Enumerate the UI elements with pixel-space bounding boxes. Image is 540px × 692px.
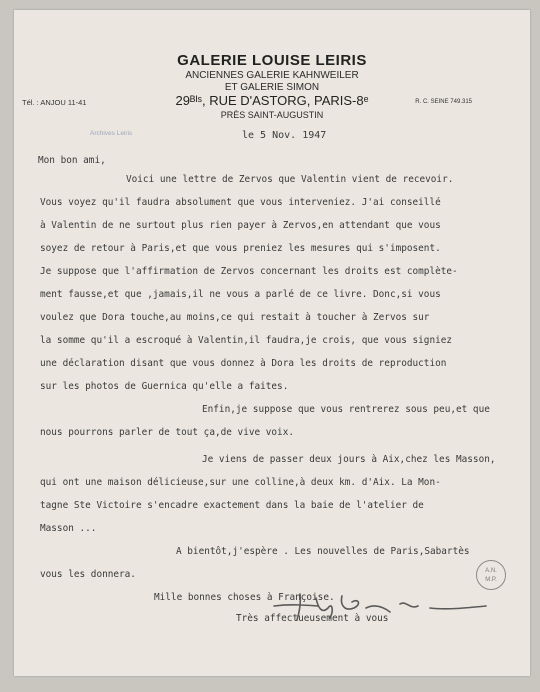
- closing-line: Très affectueusement à vous: [236, 613, 389, 624]
- body-line: qui ont une maison délicieuse,sur une colline,à deux km. d'Aix. La Mon-: [40, 477, 441, 488]
- letter-date: le 5 Nov. 1947: [242, 130, 327, 141]
- body-line: ment fausse,et que ,jamais,il ne vous a parlé de ce livre. Donc,si vous: [40, 289, 441, 300]
- seal-line: A.N.: [485, 568, 497, 574]
- body-line: à Valentin de ne surtout plus rien payer à Zervos,en attendant que vous: [40, 220, 441, 231]
- body-line: Vous voyez qu'il faudra absolument que vous interveniez. J'ai conseillé: [40, 197, 441, 208]
- body-line: soyez de retour à Paris,et que vous preniez les mesures qui s'imposent.: [40, 243, 441, 254]
- registry-number: R. C. SEINE 749.315: [415, 99, 472, 105]
- gallery-address: 29ᴮᴵˢ, RUE D'ASTORG, PARIS-8ᵉ: [175, 93, 369, 108]
- body-line: la somme qu'il a escroqué à Valentin,il faudra,je crois, que vous signiez: [40, 335, 453, 346]
- salutation: Mon bon ami,: [38, 155, 106, 166]
- body-line: Voici une lettre de Zervos que Valentin vient de recevoir.: [126, 174, 454, 185]
- telephone-number: Tél. : ANJOU 11-41: [22, 98, 87, 107]
- former-name-1: ANCIENNES GALERIE KAHNWEILER: [185, 70, 359, 81]
- body-line: Enfin,je suppose que vous rentrerez sous peu,et que: [202, 404, 490, 415]
- body-line: Je suppose que l'affirmation de Zervos concernant les droits est complète-: [40, 266, 458, 277]
- body-line: Masson ...: [40, 523, 97, 534]
- gallery-name: GALERIE LOUISE LEIRIS: [177, 52, 367, 69]
- archive-stamp: Archives Leiris: [90, 130, 133, 137]
- body-line: une déclaration disant que vous donnez à Dora les droits de reproduction: [40, 358, 447, 369]
- body-line: sur les photos de Guernica qu'elle a faites.: [40, 381, 289, 392]
- body-line: Mille bonnes choses à Françoise.: [154, 592, 335, 603]
- body-line: voulez que Dora touche,au moins,ce qui restait à toucher à Zervos sur: [40, 312, 430, 323]
- body-line: vous les donnera.: [40, 569, 136, 580]
- body-line: Je viens de passer deux jours à Aix,chez les Masson,: [202, 454, 496, 465]
- seal-line: M.P.: [485, 577, 497, 583]
- body-line: nous pourrons parler de tout ça,de vive voix.: [40, 427, 294, 438]
- letter-sheet: [14, 10, 530, 676]
- body-line: tagne Ste Victoire s'encadre exactement dans la baie de l'atelier de: [40, 500, 424, 511]
- body-line: A bientôt,j'espère . Les nouvelles de Paris,Sabartès: [176, 546, 470, 557]
- former-name-2: ET GALERIE SIMON: [224, 82, 320, 93]
- gallery-near: PRÈS SAINT-AUGUSTIN: [220, 110, 324, 120]
- handwritten-signature: [270, 584, 490, 624]
